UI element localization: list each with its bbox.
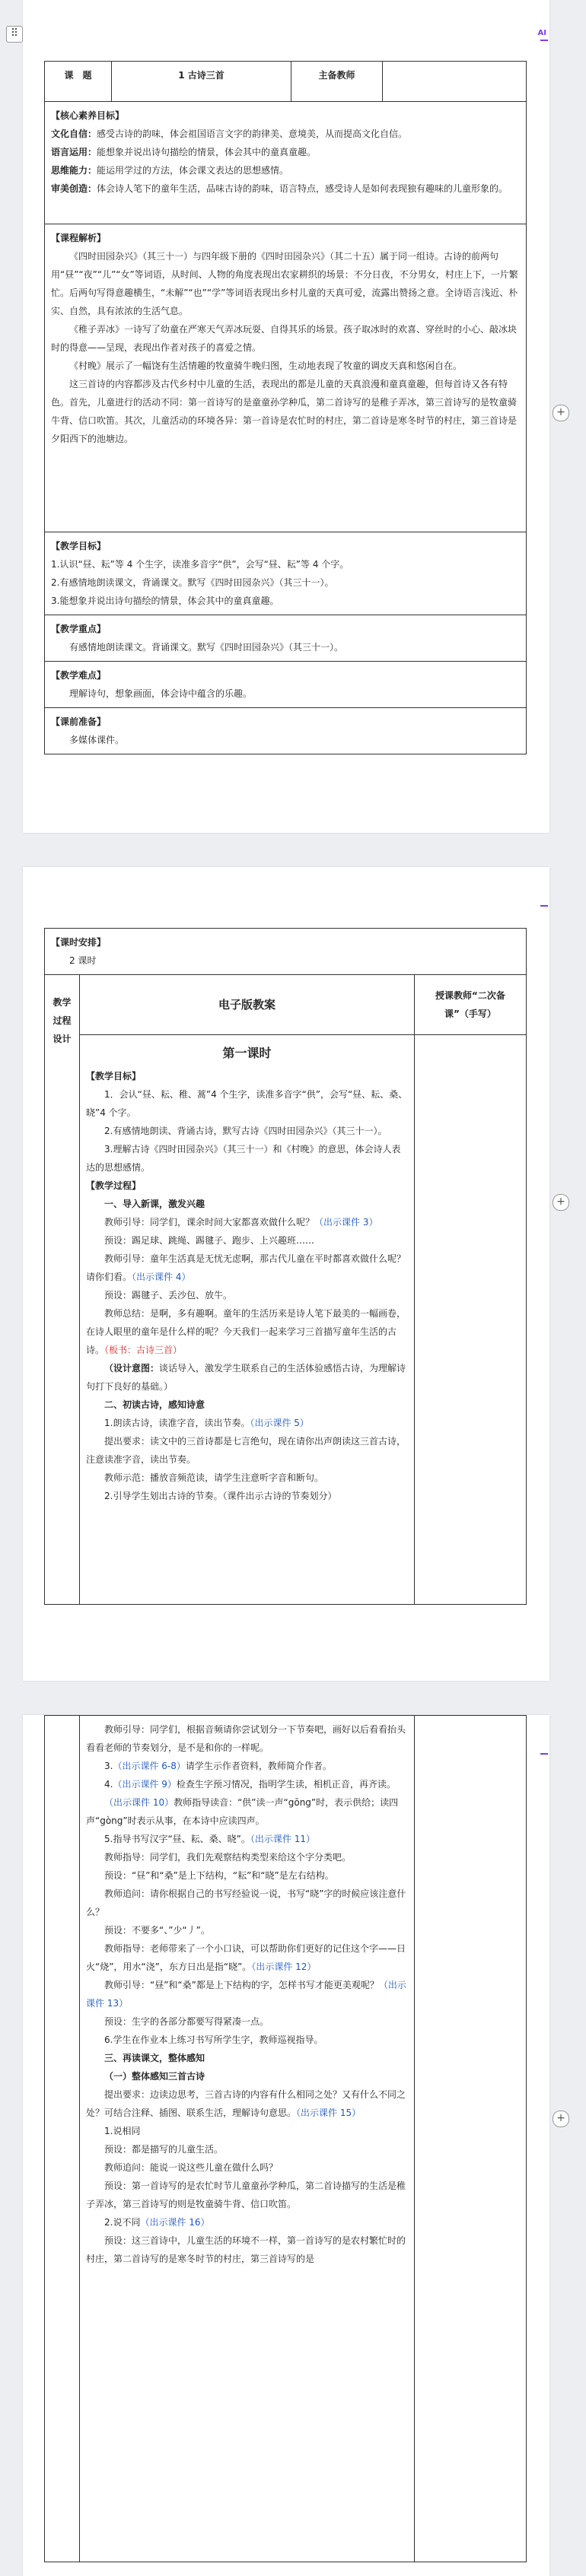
difficulty-title: 【教学难点】 <box>51 670 107 681</box>
prep-title: 【课前准备】 <box>51 716 107 727</box>
document-page-3 <box>23 1715 565 2576</box>
step-paragraph: 预设：都是描写的儿童生活。 <box>104 2144 224 2155</box>
step-paragraph: 提出要求：边读边思考，三首古诗的内容有什么相同之处？又有什么不同之处？可结合注释、插图、联系生活，理解诗句意思。（出示课件 15） <box>86 2089 406 2118</box>
goal-item: 1.认识“昼、耘”等 4 个生字，读准多音字“供”，会写“昼、耘”等 4 个字。 <box>51 559 349 570</box>
teacher-notes-header: 授课教师“二次备课”（手写） <box>415 975 527 1035</box>
goals-title: 【教学目标】 <box>86 1071 142 1082</box>
step-paragraph: 6.学生在作业本上练习书写所学生字，教师巡视指导。 <box>104 2034 323 2045</box>
schedule-text: 2 课时 <box>69 955 97 966</box>
goal-item: 3.理解古诗《四时田园杂兴》（其三十一）和《村晚》的意思，体会诗人表达的思想感情。 <box>86 1144 401 1173</box>
margin-marker <box>540 40 548 41</box>
step-paragraph: 预设：“昼”和“桑”是上下结构，“耘”和“晓”是左右结构。 <box>104 1870 334 1881</box>
courseware-link[interactable]: （出示课件 3） <box>314 1217 378 1228</box>
ai-assistant-icon[interactable]: AI <box>537 29 546 37</box>
teacher-label: 主备教师 <box>291 62 383 102</box>
analysis-paragraph: 《村晚》展示了一幅饶有生活情趣的牧童骑牛晚归图，生动地表现了牧童的调皮天真和悠闲自在。 <box>69 361 463 371</box>
step-paragraph: 教师指导：同学们，我们先观察结构类型来给这个字分类吧。 <box>104 1852 352 1863</box>
step-title: 二、初读古诗，感知诗意 <box>104 1399 205 1410</box>
margin-marker <box>540 905 548 907</box>
margin-marker <box>540 1753 548 1755</box>
ppt-header: 电子版教案 <box>80 975 415 1035</box>
step-paragraph: 预设：这三首诗中，儿童生活的环境不一样，第一首诗写的是农村繁忙时的村庄，第二首诗写的是寒冬时节的村庄，第三首诗写的是 <box>86 2235 406 2264</box>
teacher-value-field[interactable] <box>383 62 527 102</box>
add-block-icon[interactable]: + <box>553 405 569 421</box>
lesson-table-page2 <box>44 928 527 1605</box>
core-goals-title: 【核心素养目标】 <box>51 110 125 121</box>
step-paragraph: 教师引导：童年生活真是无忧无虑啊，那古代儿童在平时都喜欢做什么呢？请你们看。（出示课件 4） <box>86 1253 406 1282</box>
step-paragraph: 教师引导：同学们，课余时间大家都喜欢做什么呢？（出示课件 3） <box>104 1217 378 1228</box>
goal-item: 3.能想象并说出诗句描绘的情景，体会其中的童真童趣。 <box>51 596 279 606</box>
key-point-text: 有感情地朗读课文。背诵课文。默写《四时田园杂兴》（其三十一）。 <box>69 642 344 653</box>
course-label: 课 题 <box>45 62 112 102</box>
courseware-link[interactable]: （出示课件 9） <box>113 1779 177 1790</box>
step-paragraph: 预设：踢毽子、丢沙包、放牛。 <box>104 1290 233 1301</box>
step-paragraph: 5.指导书写汉字“昼、耘、桑、晓”。（出示课件 11） <box>104 1834 315 1844</box>
step-paragraph: 2.引导学生划出古诗的节奏。（课件出示古诗的节奏划分） <box>104 1491 337 1501</box>
step-paragraph: 教师追问：能说一说这些儿童在做什么吗？ <box>104 2162 279 2173</box>
courseware-link[interactable]: （出示课件 6-8） <box>113 1761 186 1771</box>
step-paragraph: 预设：不要多“、”少“丿”。 <box>104 1925 210 1936</box>
key-point-title: 【教学重点】 <box>51 624 107 634</box>
goal-item: 2.有感情地朗读、背诵古诗，默写古诗《四时田园杂兴》（其三十一）。 <box>104 1126 387 1136</box>
lesson-table-page1 <box>44 61 527 754</box>
add-block-icon[interactable]: + <box>553 2111 569 2127</box>
schedule-title: 【课时安排】 <box>51 937 107 948</box>
process-label-cont <box>45 1716 80 2562</box>
difficulty-text: 理解诗句，想象画面，体会诗中蕴含的乐趣。 <box>69 688 253 699</box>
goal-item: 2.有感情地朗读课文，背诵课文。默写《四时田园杂兴》（其三十一）。 <box>51 577 334 588</box>
process-label: 教学过程设计 <box>45 975 80 1605</box>
courseware-link[interactable]: （出示课件 12） <box>251 1961 317 1972</box>
step-paragraph: 预设：第一首诗写的是农忙时节儿童童孙学种瓜，第二首诗描写的生活是稚子弄冰，第三首诗写的则是牧童骑牛背、信口吹笛。 <box>86 2181 406 2209</box>
process-title: 【教学过程】 <box>86 1180 142 1191</box>
step-paragraph: 教师追问：请你根据自己的书写经验说一说，书写“晓”字的时候应该注意什么？ <box>86 1888 406 1917</box>
step-paragraph: 3.（出示课件 6-8）请学生示作者资料，教师简介作者。 <box>104 1761 332 1771</box>
step-paragraph: 教师指导：老师带来了一个小口诀，可以帮助你们更好的记住这个字——日火“烧”，用水“浇”，东方日出是指“晓”。（出示课件 12） <box>86 1943 406 1972</box>
document-page-1 <box>10 0 565 833</box>
step-paragraph: 预设：踢足球、跳绳、踢毽子、跑步、上兴趣班…… <box>104 1235 315 1246</box>
step-paragraph: 4.（出示课件 9）检查生字预习情况，指明学生读，相机正音，再齐读。 <box>104 1779 396 1790</box>
design-intent: （设计意图：谈话导入，激发学生联系自己的生活体验感悟古诗，为理解诗句打下良好的基础。） <box>86 1363 406 1392</box>
courseware-link[interactable]: （出示课件 15） <box>296 2107 361 2118</box>
step-paragraph: 1.说相同 <box>104 2126 141 2136</box>
courseware-link[interactable]: （出示课件 5） <box>250 1418 309 1428</box>
document-page-2 <box>23 867 565 1681</box>
add-block-icon[interactable]: + <box>553 1194 569 1211</box>
step-paragraph: 教师示范：播放音频范读，请学生注意听字音和断句。 <box>104 1472 324 1483</box>
analysis-title: 【课程解析】 <box>51 233 107 243</box>
move-handle-icon[interactable]: ⠿ <box>6 26 23 43</box>
board-note: （板书：古诗三首） <box>104 1345 183 1355</box>
lesson-title: 1 古诗三首 <box>112 62 291 102</box>
teacher-notes-cell[interactable] <box>415 1035 527 1605</box>
step-title: 一、导入新课，激发兴趣 <box>104 1199 205 1209</box>
analysis-paragraph: 《稚子弄冰》一诗写了幼童在严寒天气弄冰玩耍、自得其乐的场景。孩子取冰时的欢喜、穿丝时的小心、敲冰块时的得意——呈现，表现出作者对孩子的喜爱之情。 <box>51 324 518 353</box>
courseware-link[interactable]: （出示课件 4） <box>132 1272 191 1282</box>
teacher-notes-cell[interactable] <box>415 1716 527 2562</box>
goals-title: 【教学目标】 <box>51 541 107 551</box>
step-paragraph: 教师总结：是啊，多有趣啊。童年的生活历来是诗人笔下最美的一幅画卷，在诗人眼里的童年是什么样的呢？今天我们一起来学习三首描写童年生活的古诗。（板书：古诗三首） <box>86 1308 406 1355</box>
prep-text: 多媒体课件。 <box>69 735 125 745</box>
step-paragraph: 教师引导：“昼”和“桑”都是上下结构的字，怎样书写才能更美观呢？（出示课件 13） <box>86 1980 406 2009</box>
analysis-paragraph: 《四时田园杂兴》（其三十一）与四年级下册的《四时田园杂兴》（其二十五）属于同一组诗。古诗的前两句用“昼”“夜”“儿”“女”等词语，从时间、人物的角度表现出农家耕织的场景：不分日夜，不分男女，村庄上下，一片繁忙。后两句写得意趣横生，“未解”“也”“学”等词语表现出乡村儿童的天真可爱，流露出赞扬之意。全诗语言浅近、朴实、自然，具有浓浓的生活气息。 <box>51 251 518 316</box>
step-title: 三、再读课文，整体感知 <box>104 2053 205 2063</box>
core-item: 语言运用：能想象并说出诗句描绘的情景，体会其中的童真童趣。 <box>51 147 317 157</box>
core-item: 思维能力：能运用学过的方法，体会课文表达的思想感情。 <box>51 165 289 176</box>
period-title: 第一课时 <box>222 1046 272 1060</box>
courseware-link[interactable]: （出示课件 11） <box>250 1834 315 1844</box>
sub-step-title: （一）整体感知三首古诗 <box>104 2071 205 2082</box>
step-paragraph: 1.朗读古诗，读准字音，读出节奏。（出示课件 5） <box>104 1418 309 1428</box>
courseware-link[interactable]: （出示课件 13） <box>86 1980 406 2009</box>
lesson-table-page3 <box>44 1715 527 2562</box>
core-item: 文化自信：感受古诗的韵味，体会祖国语言文字的韵律美、意境美，从而提高文化自信。 <box>51 129 408 139</box>
core-item: 审美创造：体会诗人笔下的童年生活，品味古诗的韵味，语言特点，感受诗人是如何表现独有趣味的儿童形象的。 <box>51 183 508 194</box>
courseware-link[interactable]: （出示课件 10） <box>104 1797 174 1808</box>
step-paragraph: 预设：生字的各部分都要写得紧凑一点。 <box>104 2016 269 2027</box>
step-paragraph: 2.说不同（出示课件 16） <box>104 2217 210 2228</box>
step-paragraph: （出示课件 10）教师指导读音：“供”读一声“gōng”时，表示供给；读四声“gòng”时表示从事，在本诗中应读四声。 <box>86 1797 399 1826</box>
analysis-paragraph: 这三首诗的内容都涉及古代乡村中儿童的生活，表现出的都是儿童的天真浪漫和童真童趣，但每首诗又各有特色。首先，儿童进行的活动不同：第一首诗写的是童童孙学种瓜，第二首诗写的是稚子弄冰，第三首诗写的是牧童骑牛背、信口吹笛。其次，儿童活动的环境各异：第一首诗是农忙时的村庄，第二首诗是寒冬时节的村庄，第三首诗是夕阳西下的池塘边。 <box>51 379 518 444</box>
courseware-link[interactable]: （出示课件 16） <box>140 2217 210 2228</box>
step-paragraph: 教师引导：同学们，根据音频请你尝试划分一下节奏吧，画好以后看看抬头看看老师的节奏划分，是不是和你的一样呢。 <box>86 1724 406 1753</box>
goal-item: 1．会认“昼、耘、稚、蒿”4 个生字，读准多音字“供”，会写“昼、耘、桑、晓”4 个字。 <box>86 1089 408 1118</box>
step-paragraph: 提出要求：读文中的三首诗都是七言绝句，现在请你出声朗读这三首古诗，注意读准字音，读出节奏。 <box>86 1436 406 1465</box>
